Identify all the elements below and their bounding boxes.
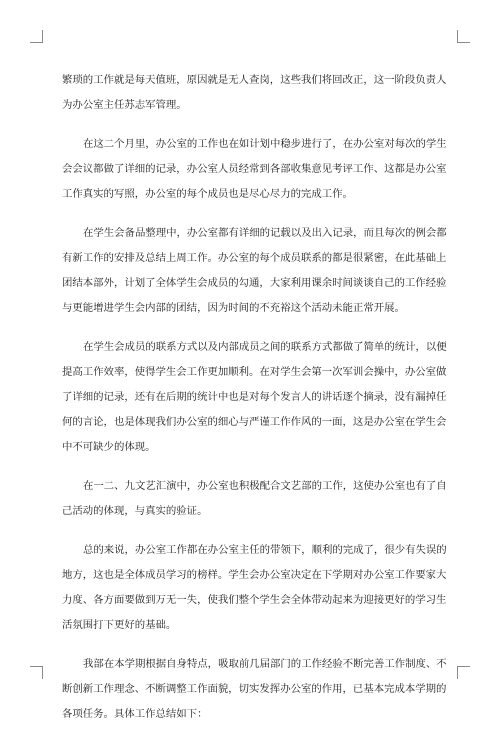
text-line: 在这二个月里，办公室的工作也在如计划中稳步进行了，在办公室对每次的学生: [83, 138, 447, 150]
text-line: 己活动的体现，与真实的验证。: [62, 505, 208, 517]
paragraph: [62, 132, 447, 207]
text-line: 在一二、九文艺汇演中，办公室也积极配合文艺部的工作，这使办公室也有了自: [83, 480, 447, 492]
text-line: 力度、各方面要做到万无一失，使我们整个学生会全体带动起来为迎接更好的学习生: [62, 594, 447, 606]
crop-mark-bottom-left: [30, 666, 43, 679]
paragraph: [62, 68, 447, 118]
paragraph: [62, 474, 447, 524]
text-line: 我部在本学期根据自身特点，吸取前几届部门的工作经验不断完善工作制度、不: [83, 658, 447, 670]
text-line: 工作真实的写照，办公室的每个成员也是尽心尽力的完成工作。: [62, 188, 353, 200]
text-line: 与更能增进学生会内部的团结，因为时间的不充裕这个活动未能正常开展。: [62, 302, 405, 314]
crop-mark-top-left: [30, 30, 43, 43]
document-body: [62, 68, 447, 741]
crop-mark-top-right: [457, 30, 470, 43]
text-line: 何的言论，也是体现我们办公室的细心与严谨工作作风的一面，这是办公室在学生会: [62, 416, 447, 428]
text-line: 活氛围打下更好的基础。: [62, 619, 177, 631]
paragraph: [62, 335, 447, 460]
text-line: 了详细的记录，还有在后期的统计中也是对每个发言人的讲话逐个摘录，没有漏掉任: [62, 391, 447, 403]
text-line: 为办公室主任苏志军管理。: [62, 99, 187, 111]
text-line: 各项任务。具体工作总结如下：: [62, 708, 208, 720]
text-line: 地方，这也是全体成员学习的榜样。学生会办公室决定在下学期对办公室工作要家大: [62, 569, 447, 581]
text-line: 断创新工作理念、不断调整工作面貌，切实发挥办公室的作用，已基本完成本学期的: [62, 683, 447, 695]
text-line: 在学生会备品整理中，办公室都有详细的记载以及出入记录，而且每次的例会都: [83, 227, 447, 239]
paragraph: [62, 221, 447, 321]
text-line: 总的来说，办公室工作都在办公室主任的带领下，顺利的完成了，很少有失误的: [83, 544, 447, 556]
text-line: 会会议都做了详细的记录，办公室人员经常到各部收集意见考评工作、这都是办公室: [62, 163, 447, 175]
text-line: 有新工作的安排及总结上周工作。办公室的每个成员联系的都是很紧密，在此基础上: [62, 252, 447, 264]
text-line: 中不可缺少的体现。: [62, 441, 156, 453]
paragraph: [62, 652, 447, 727]
crop-mark-bottom-right: [457, 666, 470, 679]
text-line: 在学生会成员的联系方式以及内部成员之间的联系方式都做了简单的统计，以便: [83, 341, 447, 353]
text-line: 繁琐的工作就是每天值班，原因就是无人查岗，这些我们将回改正，这一阶段负责人: [62, 74, 447, 86]
text-line: 提高工作效率，使得学生会工作更加顺利。在对学生会第一次军训会操中，办公室做: [62, 366, 447, 378]
text-line: 团结本部外，计划了全体学生会成员的勾通，大家利用课余时间谈谈自己的工作经验: [62, 277, 447, 289]
paragraph: [62, 538, 447, 638]
